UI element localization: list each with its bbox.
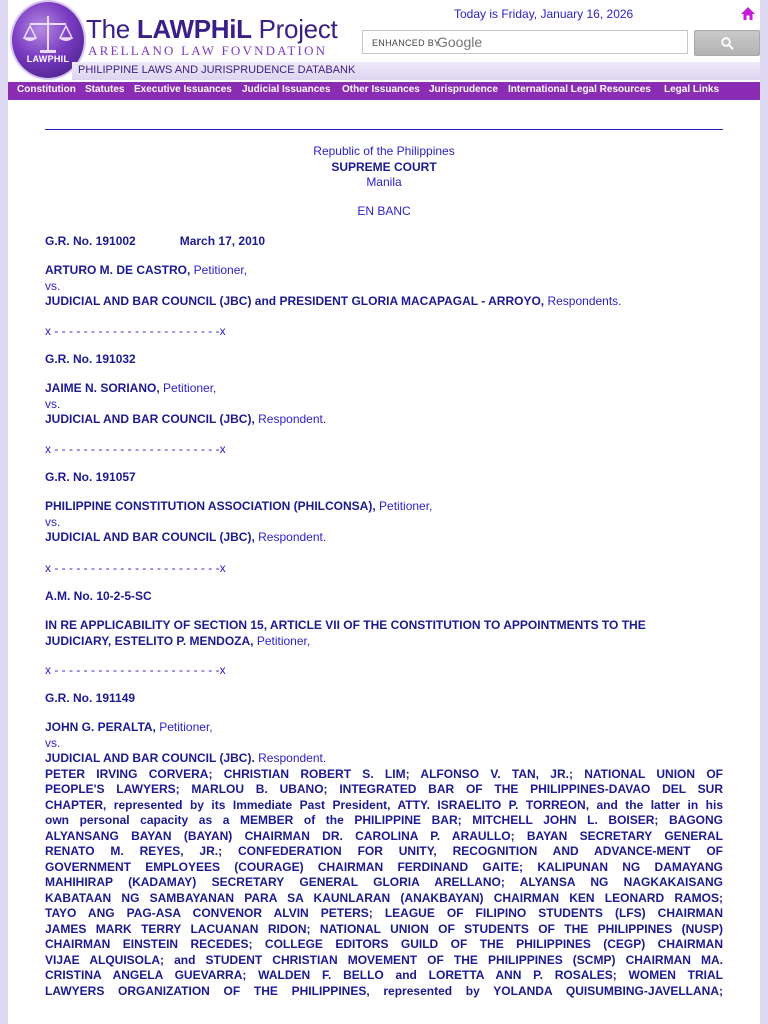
nav-item-other-issuances[interactable]: Other Issuances: [342, 84, 420, 95]
vs-label: vs.: [45, 515, 61, 529]
respondent-name: JUDICIAL AND BAR COUNCIL (JBC),: [45, 412, 255, 426]
intervenor-line: PETER IRVING CORVERA; CHRISTIAN ROBERT S. LIM; ALFONSO V. TAN, JR.; NATIONAL UNION OF: [45, 767, 723, 781]
site-title-prefix: The: [86, 14, 137, 44]
party-line: [45, 530, 723, 545]
nav-item-executive-issuances[interactable]: Executive Issuances: [134, 84, 232, 95]
search-icon: [721, 37, 734, 50]
intervenor-line: GOVERNMENT EMPLOYEES (COURAGE) CHAIRMAN FERDINAND GAITE; KALIPUNAN NG DAMAYANG: [45, 860, 723, 874]
court-name: SUPREME COURT: [331, 160, 437, 174]
case-separator: x - - - - - - - - - - - - - - - - - - - - - - -x: [45, 561, 226, 575]
site-tagline: PHILIPPINE LAWS AND JURISPRUDENCE DATABANK: [78, 64, 356, 76]
respondent-name: JUDICIAL AND BAR COUNCIL (JBC),: [45, 530, 255, 544]
logo-wordmark: LAWPHIL: [26, 54, 70, 64]
case-number: [45, 234, 723, 249]
petitioner-name: ARTURO M. DE CASTRO,: [45, 263, 191, 277]
nav-item-international-legal-resources[interactable]: International Legal Resources: [508, 84, 651, 95]
party-role: Respondents.: [544, 294, 622, 308]
search-enhanced-label: ENHANCED BY: [372, 38, 441, 48]
site-title[interactable]: [86, 14, 337, 45]
gr-number: G.R. No. 191032: [45, 352, 136, 366]
nav-item-constitution[interactable]: Constitution: [17, 84, 76, 95]
intervenor-line: TAYO ANG PAG-ASA CONVENOR ALVIN PETERS; LEAGUE OF FILIPINO STUDENTS (LFS) CHAIRMAN: [45, 906, 723, 920]
party-role: Petitioner,: [155, 720, 213, 734]
petitioner-name: JOHN G. PERALTA,: [45, 720, 156, 734]
vs-label: vs.: [45, 279, 61, 293]
party-line: [45, 412, 723, 427]
header-divider: [45, 129, 723, 130]
nav-item-legal-links[interactable]: Legal Links: [664, 84, 720, 95]
party-line: [45, 720, 723, 735]
nav-item-jurisprudence[interactable]: Jurisprudence: [429, 84, 498, 95]
petitioner-name: PHILIPPINE CONSTITUTION ASSOCIATION (PHILCONSA),: [45, 499, 376, 513]
party-line: [45, 751, 723, 766]
respondent-name: JUDICIAL AND BAR COUNCIL (JBC) and PRESIDENT GLORIA MACAPAGAL - ARROYO,: [45, 294, 545, 308]
home-icon[interactable]: [740, 6, 756, 22]
intervenor-line: ALYANSANG BAYAN (BAYAN) CHAIRMAN DR. CAROLINA P. ARAULLO; BAYAN SECRETARY GENERAL: [45, 829, 723, 843]
nav-item-statutes[interactable]: Statutes: [85, 84, 125, 95]
vs-label: vs.: [45, 736, 61, 750]
intervenor-line: RENATO M. REYES, JR.; CONFEDERATION FOR UNITY, RECOGNITION AND ADVANCE-MENT OF: [45, 844, 723, 858]
republic-line: Republic of the Philippines: [313, 144, 455, 158]
party-role: Respondent.: [254, 751, 327, 765]
gr-number: G.R. No. 191149: [45, 691, 136, 705]
gr-number: G.R. No. 191057: [45, 470, 136, 484]
party-role: Respondent.: [254, 530, 327, 544]
intervenor-line: CHAIRMAN EINSTEIN RECEDES; COLLEGE EDITORS GUILD OF THE PHILIPPINES (CEGP) CHAIRMAN: [45, 937, 723, 951]
search-input[interactable]: [362, 30, 688, 54]
intervenor-line: VIJAE ALQUISOLA; and STUDENT CHRISTIAN MOVEMENT OF THE PHILIPPINES (SCMP) CHAIRMAN MA.: [45, 953, 723, 967]
intervenor-line: CRISTINA ANGELA GUEVARRA; WALDEN F. BELLO and LORETTA ANN P. ROSALES; WOMEN TRIAL: [45, 968, 723, 982]
petitioner-name: JUDICIARY, ESTELITO P. MENDOZA,: [45, 634, 254, 648]
petitioner-name: JAIME N. SORIANO,: [45, 381, 160, 395]
intervenor-line: own personal capacity as a MEMBER of the PHILIPPINE BAR; MITCHELL JOHN L. BOISER; BAGONG: [45, 813, 723, 827]
division-label: EN BANC: [357, 204, 411, 218]
site-subtitle: ARELLANO LAW FOVNDATION: [88, 43, 328, 58]
nav-item-judicial-issuances[interactable]: Judicial Issuances: [242, 84, 331, 95]
party-line: [45, 499, 723, 514]
decision-date: March 17, 2010: [179, 234, 266, 248]
current-date: Today is Friday, January 16, 2026: [454, 7, 634, 21]
party-line: [45, 263, 723, 278]
respondent-name: JUDICIAL AND BAR COUNCIL (JBC).: [45, 751, 255, 765]
intervenor-line: MAHIHIRAP (KADAMAY) SECRETARY GENERAL GLORIA ARELLANO; ALYANSA NG NAGKAKAISANG: [45, 875, 723, 889]
party-role: Respondent.: [254, 412, 327, 426]
party-line: [45, 634, 723, 649]
party-role: Petitioner,: [190, 263, 248, 277]
site-title-suffix: Project: [251, 14, 338, 44]
vs-label: vs.: [45, 397, 61, 411]
search-google-brand: Google: [437, 34, 483, 50]
party-line: [45, 294, 723, 309]
gr-number: G.R. No. 191002: [45, 234, 136, 248]
case-separator: x - - - - - - - - - - - - - - - - - - - - - - -x: [45, 663, 226, 677]
am-title-line: IN RE APPLICABILITY OF SECTION 15, ARTICLE VII OF THE CONSTITUTION TO APPOINTMENTS TO THE: [45, 618, 646, 632]
intervenor-line: KABATAAN NG SAMBAYANAN PARA SA KAUNLARAN (ANAKBAYAN) CHAIRMAN KEN LEONARD RAMOS;: [45, 891, 723, 905]
site-header: [8, 0, 760, 82]
page-left-border: [0, 0, 8, 1024]
site-title-bold: LAWPHiL: [136, 14, 252, 44]
party-role: Petitioner,: [253, 634, 311, 648]
intervenor-line: LAWYERS ORGANIZATION OF THE PHILIPPINES, represented by YOLANDA QUISUMBING-JAVELLANA;: [45, 984, 723, 998]
party-line: [45, 381, 723, 396]
party-role: Petitioner,: [375, 499, 433, 513]
intervenor-line: JAMES MARK TERRY LACUANAN RIDON; NATIONAL UNION OF STUDENTS OF THE PHILIPPINES (NUSP): [45, 922, 723, 936]
search-button[interactable]: [694, 30, 760, 56]
main-nav-bar: [8, 82, 760, 100]
court-city: Manila: [366, 175, 402, 189]
party-role: Petitioner,: [159, 381, 217, 395]
am-number: A.M. No. 10-2-5-SC: [45, 589, 152, 603]
case-separator: x - - - - - - - - - - - - - - - - - - - - - - -x: [45, 442, 226, 456]
case-separator: x - - - - - - - - - - - - - - - - - - - - - - -x: [45, 324, 226, 338]
intervenor-line: PEOPLE'S LAWYERS; MARLOU B. UBANO; INTEGRATED BAR OF THE PHILIPPINES-DAVAO DEL SUR: [45, 782, 723, 796]
page-right-border: [760, 0, 768, 1024]
intervenor-line: CHAPTER, represented by its Immediate Past President, ATTY. ISRAELITO P. TORREON, and the latter in his: [45, 798, 723, 812]
